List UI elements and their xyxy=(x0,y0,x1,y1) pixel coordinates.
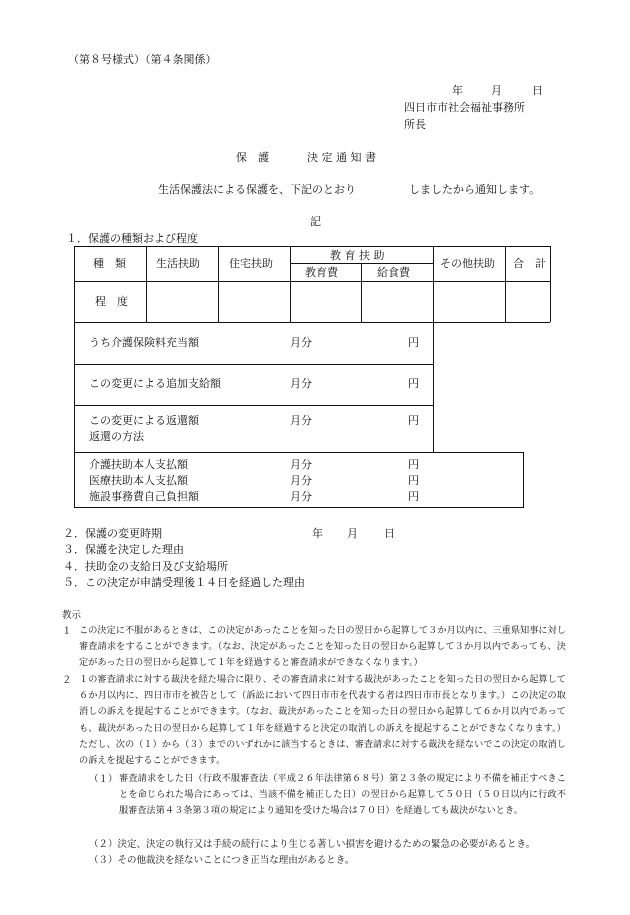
date-month-label: 月 xyxy=(491,84,502,97)
notice-sub-2: （２）決定、決定の執行又は手続の続行により生じる著しい損害を避けるための緊急の必要があるとき。 xyxy=(89,839,536,850)
refund-yen: 円 xyxy=(408,414,419,427)
issuer-office: 四日市市社会福祉事務所 xyxy=(404,101,525,114)
date-year-label: 年 xyxy=(452,84,463,97)
item-2-year: 年 xyxy=(312,527,323,540)
notice-1-text: この決定に不服があるときは、この決定があったことを知った日の翌日から起算して３か月以内に、三重県知事に対し審査請求をすることができます。（なお、決定があったことを知った日の翌日から起算して３か月以内であっても、決定があった日の翌日から起算して１年を経過すると審査請求ができなくなります。） xyxy=(79,625,566,669)
col-lunch: 給食費 xyxy=(377,266,410,279)
item-5: ５．この決定が申請受理後１４日を経過した理由 xyxy=(63,576,305,589)
notice-2-text: １の審査請求に対する裁決を経た場合に限り、その審査請求に対する裁決があったことを知った日の翌日から起算して６か月以内に、四日市市を被告として（訴訟において四日市市を代表する者は四日市市長となります。）この決定の取消しの訴えを提起することができます。（なお、裁決があったことを知った日の翌日から起算して６か月以内であっても、裁決があった日の翌日から起算して１年を経過すると決定の取消しの訴えを提起することができなくなります。）ただし、次の（１）から（３）までのいずれかに該当するときは、審査請求に対する裁決を経ないでこの決定の取消しの訴えを提起することができます。 xyxy=(79,674,566,767)
form-number: （第８号様式）（第４条関係） xyxy=(68,53,217,66)
facility-self-month: 月分 xyxy=(290,490,312,503)
item-3: ３．保護を決定した理由 xyxy=(63,543,184,556)
row-degree: 程 度 xyxy=(95,295,128,308)
notice-heading: 教示 xyxy=(62,610,82,621)
intro-part1: 生活保護法による保護を、下記のとおり xyxy=(158,183,356,196)
refund-label: この変更による返還額 xyxy=(89,414,199,427)
ki-label: 記 xyxy=(310,215,321,228)
col-education: 教 育 扶 助 xyxy=(330,249,385,262)
item-4: ４．扶助金の支給日及び支給場所 xyxy=(63,560,228,573)
care-premium-label: うち介護保険料充当額 xyxy=(89,336,199,349)
col-housing: 住宅扶助 xyxy=(229,257,273,270)
additional-yen: 円 xyxy=(408,377,419,390)
care-self-yen: 円 xyxy=(408,458,419,471)
title-left: 保 護 xyxy=(236,151,269,164)
facility-self-label: 施設事務費自己負担額 xyxy=(89,490,199,503)
intro-part2: しましたから通知します。 xyxy=(409,183,541,196)
col-other: その他扶助 xyxy=(440,257,495,270)
item-2-day: 日 xyxy=(384,527,395,540)
notice-sub-3: （３）その他裁決を経ないことにつき正当な理由があるとき。 xyxy=(89,855,355,866)
medical-self-yen: 円 xyxy=(408,474,419,487)
medical-self-month: 月分 xyxy=(290,474,312,487)
medical-self-label: 医療扶助本人支払額 xyxy=(89,474,188,487)
item-2-month: 月 xyxy=(347,527,358,540)
additional-label: この変更による追加支給額 xyxy=(89,377,221,390)
care-premium-month: 月分 xyxy=(290,336,312,349)
issuer-chief: 所長 xyxy=(404,118,426,131)
col-edu-cost: 教育費 xyxy=(305,266,338,279)
section1-heading: １．保護の種類および程度 xyxy=(66,232,198,245)
refund-method-label: 返還の方法 xyxy=(89,430,144,443)
title-right: 決 定 通 知 書 xyxy=(307,151,376,164)
date-day-label: 日 xyxy=(532,84,543,97)
col-total: 合 計 xyxy=(513,257,546,270)
care-self-label: 介護扶助本人支払額 xyxy=(89,458,188,471)
item-2: ２．保護の変更時期 xyxy=(63,527,162,540)
facility-self-yen: 円 xyxy=(408,490,419,503)
col-living: 生活扶助 xyxy=(156,257,200,270)
care-premium-yen: 円 xyxy=(408,336,419,349)
notice-2-number: ２ xyxy=(62,675,72,686)
additional-month: 月分 xyxy=(290,377,312,390)
refund-month: 月分 xyxy=(290,414,312,427)
notice-sub-1-text: 審査請求をした日（行政不服審査法（平成２６年法律第６８号）第２３条の規定により不備を補正すべきことを命じられた場合にあっては、当該不備を補正した日）の翌日から起算して５０日（５０日以内に行政不服審査法第４３条第３項の規定により通知を受けた場合は７０日）を経過しても裁決がないとき。 xyxy=(119,773,566,817)
notice-sub-1-number: （１） xyxy=(89,774,118,785)
care-self-month: 月分 xyxy=(290,458,312,471)
notice-1-number: １ xyxy=(62,626,72,637)
col-type: 種 類 xyxy=(93,257,126,270)
